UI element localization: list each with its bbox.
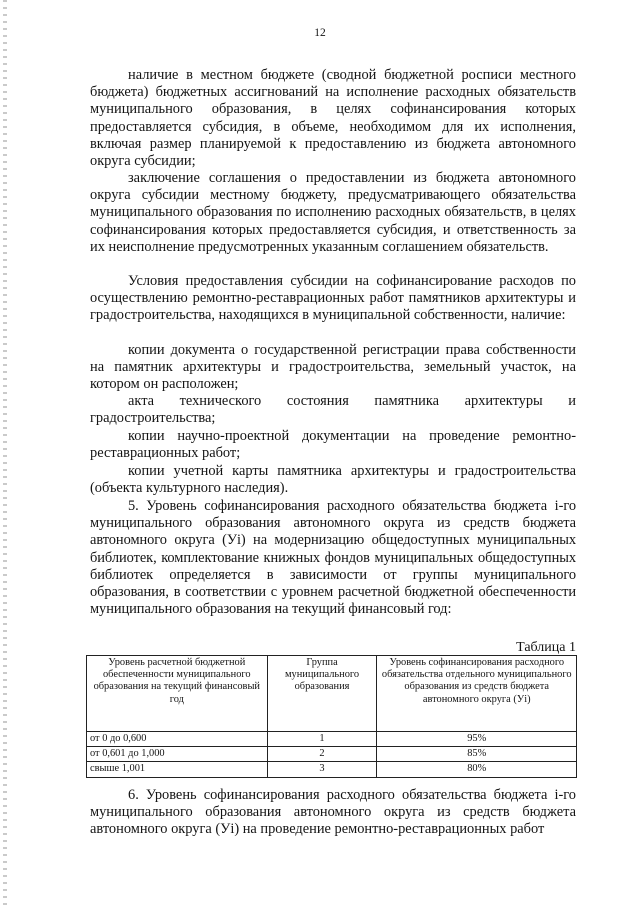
table-row <box>87 747 577 762</box>
paragraph-budget-allocation: наличие в местном бюджете (сводной бюджетной росписи местного бюджета) бюджетных ассигнований на исполнение расходных обязательств муниципального образования, в целях софинансирования которых предоставляется субсидия, в объеме, необходимом для их исполнения, включая размер планируемой к предоставлению из бюджета автономного округа субсидии; <box>90 67 576 170</box>
paragraph-project-documentation: копии научно-проектной документации на проведение ремонтно-реставрационных работ; <box>90 428 576 462</box>
header-municipality-group: Группа муниципального образования <box>267 656 377 732</box>
cell-group: 1 <box>267 732 377 747</box>
page-number: 12 <box>314 27 326 39</box>
cell-range: от 0 до 0,600 <box>87 732 268 747</box>
paragraph-ownership-registration: копии документа о государственной регистрации права собственности на памятник архитектуры и градостроительства, земельный участок, на котором он расположен; <box>90 342 576 393</box>
paragraph-agreement: заключение соглашения о предоставлении из бюджета автономного округа субсидии местному бюджету, предусматривающего обязательства муниципального образования по исполнению расходных обязательств, в целях софинансирования которых предоставляется субсидия, и ответственность за их неисполнение предусмотренных указанным соглашением обязательств. <box>90 170 576 255</box>
header-cofinancing-level: Уровень софинансирования расходного обязательства отдельного муниципального образования из средств бюджета автономного округа (Уi) <box>377 656 577 732</box>
paragraph-registration-card: копии учетной карты памятника архитектуры и градостроительства (объекта культурного наследия). <box>90 463 576 497</box>
paragraph-section-5: 5. Уровень софинансирования расходного обязательства бюджета i-го муниципального образования автономного округа из средств бюджета автономного округа (Уi) на модернизацию общедоступных муниципальных библиотек, комплектование книжных фондов муниципальных общедоступных библиотек определяется в зависимости от группы муниципального образования, в соответствии с уровнем расчетной бюджетной обеспеченности муниципального образования на текущий финансовый год: <box>90 498 576 618</box>
paragraph-section-6: 6. Уровень софинансирования расходного обязательства бюджета i-го муниципального образования автономного округа из средств бюджета автономного округа (Уi) на проведение ремонтно-реставрационных работ <box>90 787 576 838</box>
cell-range: свыше 1,001 <box>87 762 268 777</box>
cell-group: 2 <box>267 747 377 762</box>
cell-level: 95% <box>377 732 577 747</box>
table-row <box>87 762 577 777</box>
cell-level: 85% <box>377 747 577 762</box>
table-caption: Таблица 1 <box>516 640 576 655</box>
cell-level: 80% <box>377 762 577 777</box>
cofinancing-table <box>86 655 577 778</box>
cell-group: 3 <box>267 762 377 777</box>
paragraph-technical-condition: акта технического состояния памятника архитектуры и градостроительства; <box>90 393 576 427</box>
paragraph-subsidy-conditions: Условия предоставления субсидии на софинансирование расходов по осуществлению ремонтно-реставрационных работ памятников архитектуры и градостроительства, находящихся в муниципальной собственности, наличие: <box>90 273 576 324</box>
scan-margin-marks <box>3 0 7 905</box>
table-header-row <box>87 656 577 732</box>
cell-range: от 0,601 до 1,000 <box>87 747 268 762</box>
header-budget-provision: Уровень расчетной бюджетной обеспеченности муниципального образования на текущий финансовый год <box>87 656 268 732</box>
table-row <box>87 732 577 747</box>
